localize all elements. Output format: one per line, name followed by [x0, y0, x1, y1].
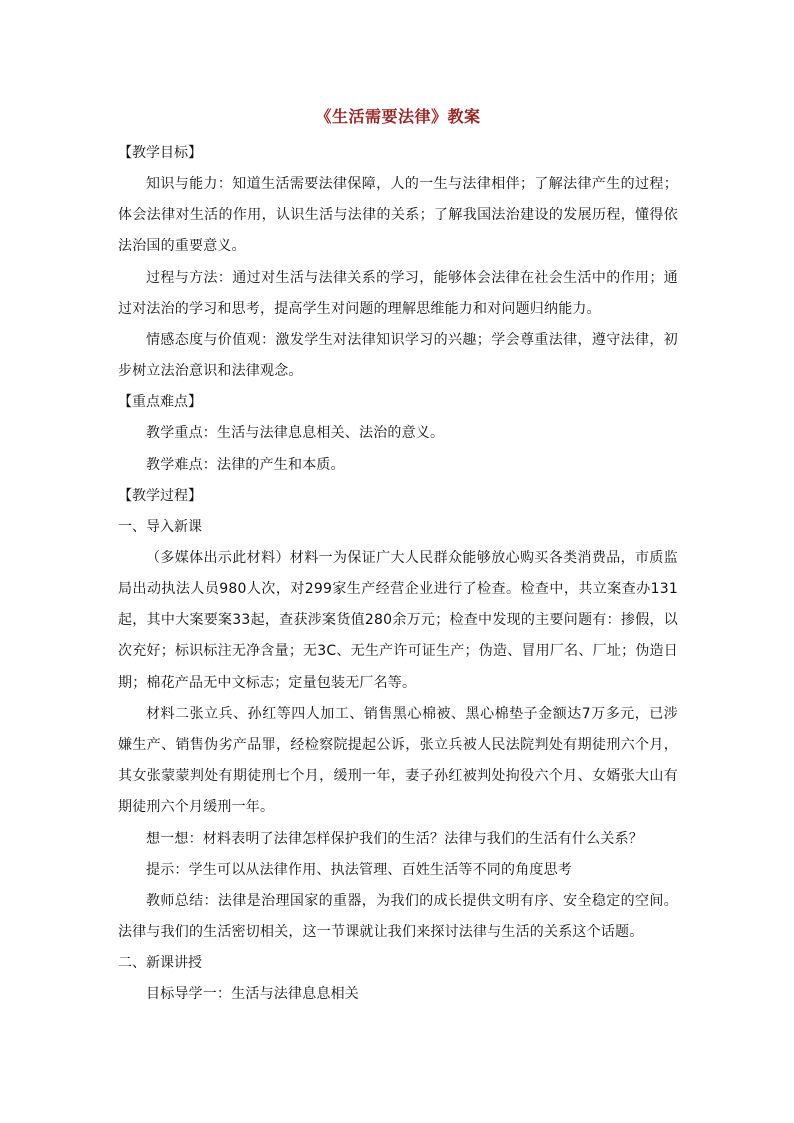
- paragraph-goal-knowledge: 知识与能力：知道生活需要法律保障，人的一生与法律相伴；了解法律产生的过程；体会法律对生活的作用，认识生活与法律的关系；了解我国法治建设的发展历程，懂得依法治国的重要意义。: [118, 176, 678, 255]
- section-heading-goals: 【教学目标】: [118, 145, 202, 161]
- paragraph-goal-emotion: 情感态度与价值观：激发学生对法律知识学习的兴趣；学会尊重法律，遵守法律，初步树立法治意识和法律观念。: [118, 332, 678, 380]
- paragraph-difficult-point: 教学难点：法律的产生和本质。: [146, 456, 345, 473]
- paragraph-hint: 提示：学生可以从法律作用、执法管理、百姓生活等不同的角度思考: [146, 861, 572, 878]
- paragraph-material-two: 材料二张立兵、孙红等四人加工、销售黑心棉被、黑心棉垫子金额达7万多元，已涉嫌生产、销售伪劣产品罪，经检察院提起公诉，张立兵被人民法院判处有期徒刑六个月，其女张蒙蒙判处有期徒刑七个月，缓刑一年，妻子孙红被判处拘役六个月、女婿张大山有期徒刑六个月缓刑一年。: [118, 705, 678, 816]
- section-heading-process: 【教学过程】: [118, 487, 202, 504]
- subheading-new-lesson: 二、新课讲授: [118, 955, 202, 972]
- subheading-introduction: 一、导入新课: [118, 518, 202, 535]
- document-title: 《生活需要法律》教案: [315, 107, 481, 126]
- paragraph-key-point: 教学重点：生活与法律息息相关、法治的意义。: [146, 425, 445, 442]
- paragraph-goal-process: 过程与方法：通过对生活与法律关系的学习，能够体会法律在社会生活中的作用；通过对法治的学习和思考，提高学生对问题的理解思维能力和对问题归纳能力。: [118, 269, 678, 317]
- paragraph-teacher-summary: 教师总结：法律是治理国家的重器，为我们的成长提供文明有序、安全稳定的空间。法律与我们的生活密切相关，这一节课就让我们来探讨法律与生活的关系这个话题。: [118, 893, 678, 941]
- paragraph-think: 想一想：材料表明了法律怎样保护我们的生活？法律与我们的生活有什么关系？: [146, 830, 643, 847]
- document-page: [118, 104, 678, 1011]
- paragraph-target-one: 目标导学一：生活与法律息息相关: [146, 986, 359, 1003]
- section-heading-key-points: 【重点难点】: [118, 394, 202, 411]
- paragraph-material-one: （多媒体出示此材料）材料一为保证广大人民群众能够放心购买各类消费品，市质监局出动执法人员980人次，对299家生产经营企业进行了检查。检查中，共立案查办131起，其中大案要案33起，查获涉案货值280余万元；检查中发现的主要问题有：掺假，以次充好；标识标注无净含量；无3C、无生产许可证生产；伪造、冒用厂名、厂址；伪造日期；棉花产品无中文标志；定量包装无厂名等。: [118, 549, 678, 691]
